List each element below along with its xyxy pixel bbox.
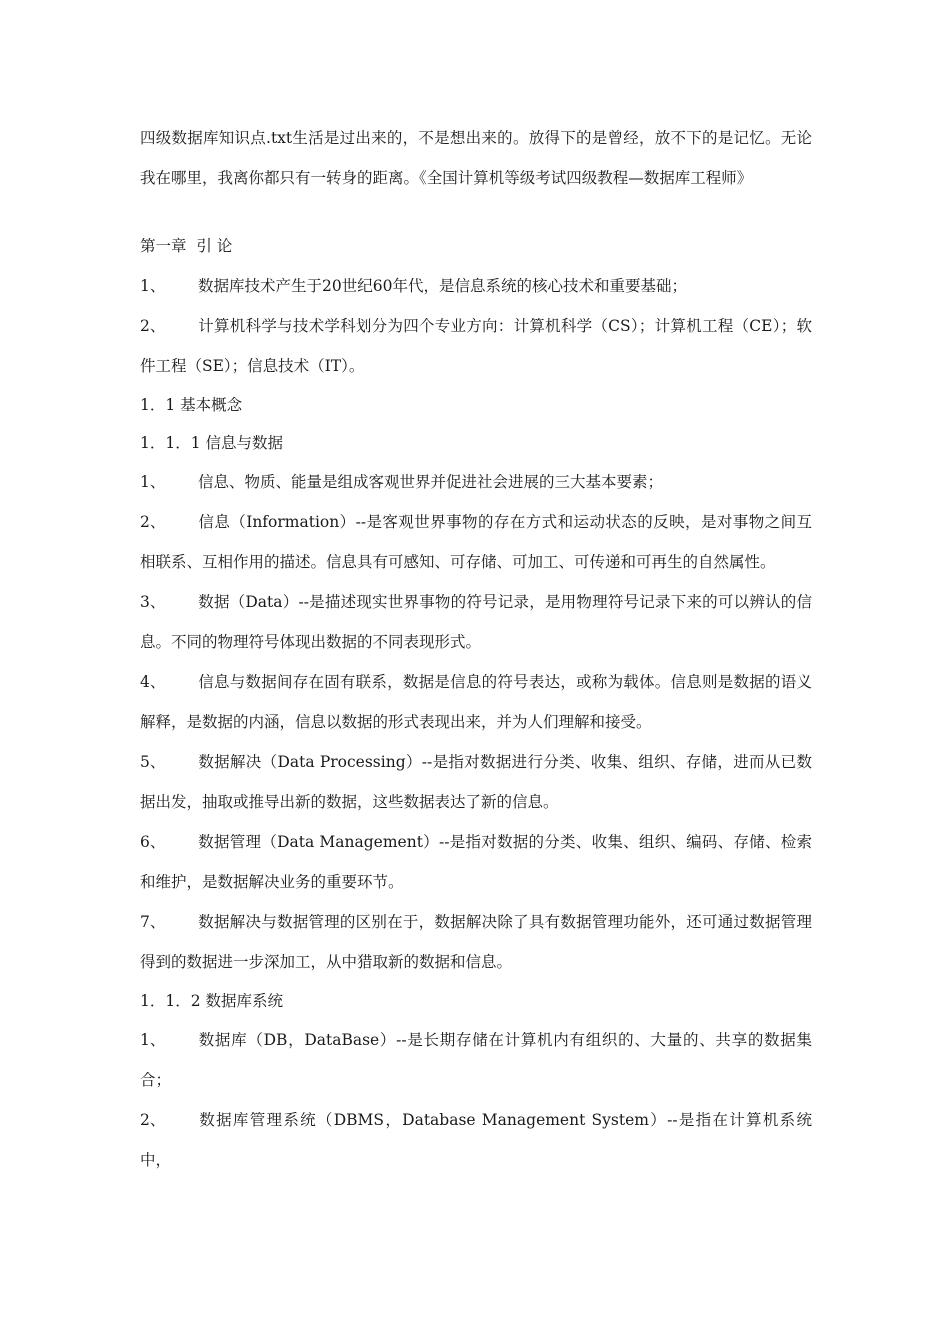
intro-paragraph: 四级数据库知识点.txt生活是过出来的，不是想出来的。放得下的是曾经，放不下的是记忆。无论我在哪里，我离你都只有一转身的距离。《全国计算机等级考试四级教程—数据库工程师》 [140, 129, 812, 187]
list-item [140, 266, 812, 306]
chapter-title: 第一章 引 论 [140, 237, 233, 255]
list-item [140, 462, 812, 502]
item-number: 6、 [140, 833, 166, 851]
item-text: 信息、物质、能量是组成客观世界并促进社会进展的三大基本要素； [198, 473, 664, 491]
item-text: 数据管理（Data Management）--是指对数据的分类、收集、组织、编码、存储、检索和维护，是数据解决业务的重要环节。 [140, 833, 812, 891]
item-text: 数据解决（Data Processing）--是指对数据进行分类、收集、组织、存储，进而从已数据出发，抽取或推导出新的数据，这些数据表达了新的信息。 [140, 753, 812, 811]
list-item [140, 1100, 812, 1180]
list-item [140, 502, 812, 582]
item-number: 4、 [140, 673, 166, 691]
section-heading: 1．1 基本概念 [140, 396, 243, 414]
item-number: 1、 [140, 1031, 166, 1049]
list-item [140, 1020, 812, 1100]
item-text: 数据库（DB，DataBase）--是长期存储在计算机内有组织的、大量的、共享的数据集合； [140, 1031, 812, 1089]
item-number: 1、 [140, 277, 166, 295]
item-number: 7、 [140, 913, 166, 931]
item-text: 数据库管理系统（DBMS，Database Management System）--是指在计算机系统中， [140, 1111, 812, 1169]
item-text: 数据库技术产生于20世纪60年代，是信息系统的核心技术和重要基础； [198, 277, 687, 295]
list-item [140, 582, 812, 662]
item-number: 3、 [140, 593, 166, 611]
item-text: 计算机科学与技术学科划分为四个专业方向：计算机科学（CS）；计算机工程（CE）；软件工程（SE）；信息技术（IT）。 [140, 317, 812, 375]
item-text: 数据（Data）--是描述现实世界事物的符号记录，是用物理符号记录下来的可以辨认的信息。不同的物理符号体现出数据的不同表现形式。 [140, 593, 812, 651]
item-number: 2、 [140, 1111, 166, 1129]
item-text: 信息与数据间存在固有联系，数据是信息的符号表达，或称为载体。信息则是数据的语义解释，是数据的内涵，信息以数据的形式表现出来，并为人们理解和接受。 [140, 673, 812, 731]
list-item [140, 662, 812, 742]
subsection-heading: 1．1．2 数据库系统 [140, 992, 284, 1010]
item-text: 信息（Information）--是客观世界事物的存在方式和运动状态的反映，是对事物之间互相联系、互相作用的描述。信息具有可感知、可存储、可加工、可传递和可再生的自然属性。 [140, 513, 812, 571]
list-item [140, 742, 812, 822]
item-number: 2、 [140, 317, 166, 335]
document-page [140, 118, 812, 1180]
list-item [140, 822, 812, 902]
list-item [140, 902, 812, 982]
list-item [140, 306, 812, 386]
item-text: 数据解决与数据管理的区别在于，数据解决除了具有数据管理功能外，还可通过数据管理得到的数据进一步深加工，从中猎取新的数据和信息。 [140, 913, 812, 971]
item-number: 5、 [140, 753, 166, 771]
subsection-heading: 1．1．1 信息与数据 [140, 434, 284, 452]
item-number: 1、 [140, 473, 166, 491]
item-number: 2、 [140, 513, 166, 531]
